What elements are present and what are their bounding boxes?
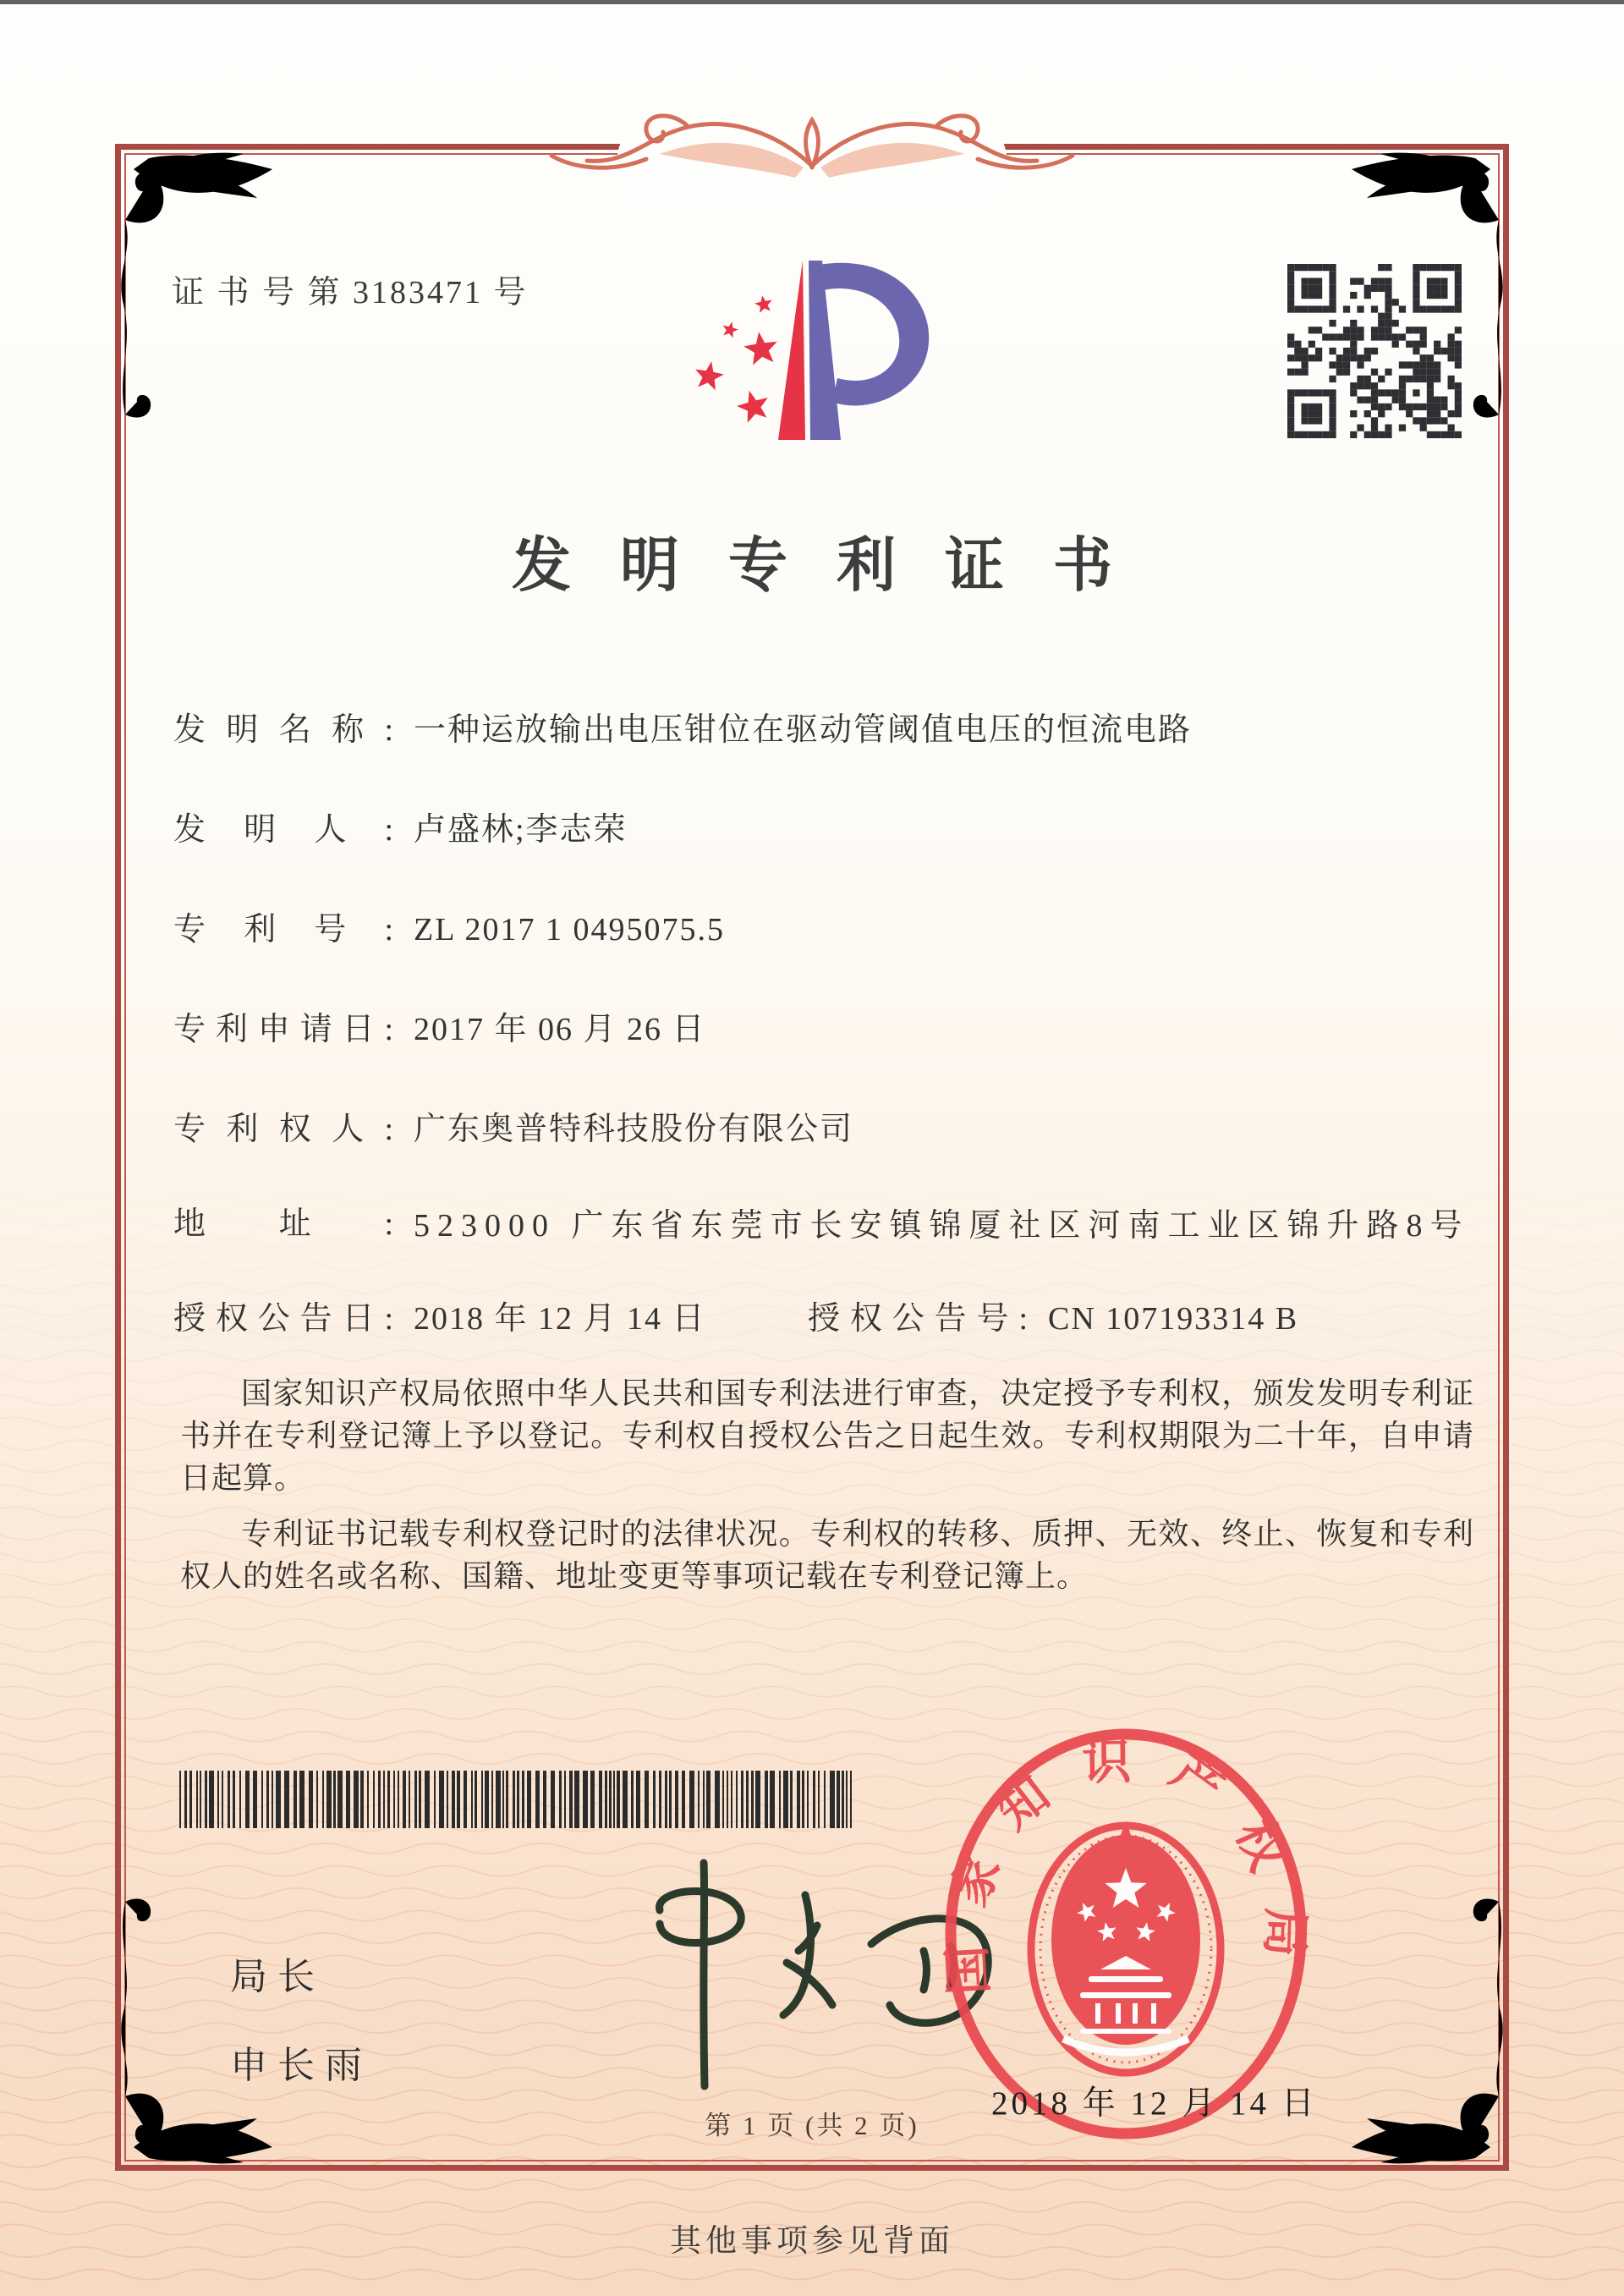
field-label: 授权公告日:	[173, 1301, 395, 1337]
field-row-address	[173, 1203, 1470, 1249]
field-value: 523000 广东省东莞市长安镇锦厦社区河南工业区锦升路8号	[414, 1208, 1470, 1244]
grant-date-pair	[173, 1298, 706, 1340]
logo-red-spire	[778, 261, 805, 440]
back-note: 其他事项参见背面	[670, 2224, 954, 2259]
field-row-filing-date	[173, 1008, 706, 1051]
legal-paragraph-1: 国家知识产权局依照中华人民共和国专利法进行审查，决定授予专利权，颁发发明专利证书并在专利登记簿上予以登记。专利权自授权公告之日起生效。专利权期限为二十年，自申请日起算。	[180, 1376, 1474, 1495]
field-label: 专利号:	[173, 912, 395, 948]
field-value: 2017 年 06 月 26 日	[414, 1012, 706, 1047]
field-value: 广东奥普特科技股份有限公司	[414, 1112, 854, 1147]
field-row-patent-number	[173, 909, 725, 951]
page-indicator: 第 1 页 (共 2 页)	[705, 2111, 919, 2140]
field-value: ZL 2017 1 0495075.5	[414, 912, 726, 948]
field-row-patentee	[173, 1108, 853, 1151]
field-row-inventors	[173, 809, 628, 851]
qr-code-image	[1287, 264, 1462, 438]
director-title: 局长	[230, 1956, 325, 1997]
seal-date: 2018 年 12 月 14 日	[991, 2085, 1318, 2122]
director-name: 申长雨	[230, 2045, 372, 2086]
logo-stars	[695, 295, 777, 423]
certificate-title: 发明专利证书	[512, 534, 1161, 599]
scan-edge-line	[0, 0, 1624, 4]
barcode-image	[179, 1771, 864, 1828]
field-value: 2018 年 12 月 14 日	[414, 1301, 706, 1337]
legal-text	[180, 1372, 1474, 1597]
field-value: 一种运放输出电压钳位在驱动管阈值电压的恒流电路	[414, 712, 1193, 748]
field-label: 地址:	[173, 1206, 395, 1242]
field-value: 卢盛林;李志荣	[414, 812, 628, 848]
field-label: 专利权人:	[173, 1112, 395, 1147]
certificate-number: 证 书 号 第 3183471 号	[172, 275, 529, 310]
field-label: 发明人:	[173, 812, 395, 848]
legal-paragraph-2: 专利证书记载专利权登记时的法律状况。专利权的转移、质押、无效、终止、恢复和专利权人的姓名或名称、国籍、地址变更等事项记载在专利登记簿上。	[180, 1517, 1474, 1593]
cnipa-logo-icon	[692, 248, 971, 485]
field-row-invention-name	[173, 709, 1192, 751]
grant-number-pair	[808, 1298, 1298, 1340]
top-center-ornament-icon	[508, 81, 1116, 225]
field-value: CN 107193314 B	[1048, 1301, 1299, 1337]
field-row-grant	[173, 1298, 1299, 1340]
field-label: 发明名称:	[173, 712, 395, 748]
seal-national-emblem	[1031, 1821, 1221, 2073]
seal-agency-text: 国家知识产权局	[937, 1733, 1314, 1997]
field-label: 授权公告号:	[808, 1301, 1029, 1337]
field-label: 专利申请日:	[173, 1012, 395, 1047]
